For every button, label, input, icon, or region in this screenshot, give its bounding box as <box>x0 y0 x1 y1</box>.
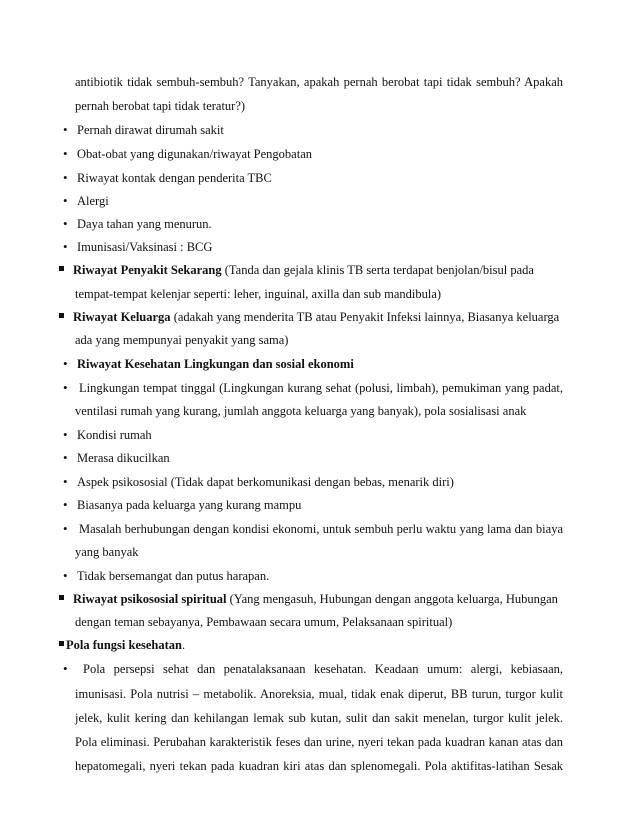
square-bullet-icon <box>59 595 64 600</box>
bullet-dot-icon: • <box>63 427 68 442</box>
text-line: antibiotik tidak sembuh-sembuh? Tanyakan, apakah pernah berobat tapi tidak sembuh? Apakah <box>75 75 563 89</box>
bullet-dot-icon: • <box>63 497 68 512</box>
list-item: Pola persepsi sehat dan penatalaksanaan kesehatan. Keadaan umum: alergi, kebiasaan, <box>83 662 563 676</box>
bullet-dot-icon: • <box>63 170 68 185</box>
bullet-dot-icon: • <box>63 239 68 254</box>
bullet-dot-icon: • <box>63 568 68 583</box>
section-punctuation: . <box>182 638 186 652</box>
text-line: yang banyak <box>75 545 139 559</box>
section-heading: Pola fungsi kesehatan <box>66 638 182 652</box>
list-item: Masalah berhubungan dengan kondisi ekonomi, untuk sembuh perlu waktu yang lama dan biaya <box>79 522 563 536</box>
bullet-dot-icon: • <box>63 216 68 231</box>
list-item: Daya tahan yang menurun. <box>77 217 212 231</box>
text-line: tempat-tempat kelenjar seperti: leher, inguinal, axilla dan sub mandibula) <box>75 287 442 301</box>
section-description: (adakah yang menderita TB atau Penyakit Infeksi lainnya, Biasanya keluarga <box>170 310 560 324</box>
list-item: Tidak bersemangat dan putus harapan. <box>77 569 270 583</box>
text-line: Pola eliminasi. Perubahan karakteristik feses dan urine, nyeri tekan pada kuadran kanan atas dan <box>75 735 563 749</box>
section-heading: Riwayat Penyakit Sekarang <box>73 263 222 277</box>
bullet-dot-icon: • <box>63 122 68 137</box>
square-bullet-icon <box>59 641 64 646</box>
square-bullet-icon <box>59 313 64 318</box>
list-item: Alergi <box>77 194 109 208</box>
bullet-dot-icon: • <box>63 146 68 161</box>
text-line: pernah berobat tapi tidak teratur?) <box>75 99 246 113</box>
square-bullet-icon <box>59 266 64 271</box>
bullet-dot-icon: • <box>63 661 68 676</box>
list-item: Lingkungan tempat tinggal (Lingkungan kurang sehat (polusi, limbah), pemukiman yang padat, <box>79 381 563 395</box>
bullet-dot-icon: • <box>63 521 68 536</box>
section-heading: Riwayat Keluarga <box>73 310 171 324</box>
text-line: imunisasi. Pola nutrisi – metabolik. Anoreksia, mual, tidak enak diperut, BB turun, turgor kulit <box>75 687 563 701</box>
text-line: hepatomegali, nyeri tekan pada kuadran kiri atas dan splenomegali. Pola aktifitas-latihan Sesak <box>75 759 563 773</box>
section-heading: Riwayat psikososial spiritual <box>73 592 227 606</box>
subsection-heading: Riwayat Kesehatan Lingkungan dan sosial ekonomi <box>77 357 354 371</box>
text-line: ada yang mempunyai penyakit yang sama) <box>75 333 289 347</box>
list-item: Riwayat kontak dengan penderita TBC <box>77 171 272 185</box>
section-line <box>73 309 559 325</box>
list-item: Obat-obat yang digunakan/riwayat Pengobatan <box>77 147 312 161</box>
bullet-dot-icon: • <box>63 450 68 465</box>
section-description: (Yang mengasuh, Hubungan dengan anggota keluarga, Hubungan <box>226 592 558 606</box>
section-description: (Tanda dan gejala klinis TB serta terdapat benjolan/bisul pada <box>221 263 534 277</box>
text-line: jelek, kulit kering dan kehilangan lemak sub kutan, sulit dan sakit menelan, turgor kulit jelek. <box>75 711 563 725</box>
list-item: Pernah dirawat dirumah sakit <box>77 123 224 137</box>
list-item: Merasa dikucilkan <box>77 451 170 465</box>
bullet-dot-icon: • <box>63 380 68 395</box>
list-item: Biasanya pada keluarga yang kurang mampu <box>77 498 302 512</box>
section-line <box>66 637 185 653</box>
bullet-dot-icon: • <box>63 474 68 489</box>
list-item: Kondisi rumah <box>77 428 152 442</box>
section-line <box>73 591 558 607</box>
list-item: Imunisasi/Vaksinasi : BCG <box>77 240 213 254</box>
text-line: ventilasi rumah yang kurang, jumlah anggota keluarga yang banyak), pola sosialisasi anak <box>75 404 527 418</box>
section-line <box>73 262 534 278</box>
list-item: Aspek psikososial (Tidak dapat berkomunikasi dengan bebas, menarik diri) <box>77 475 454 489</box>
bullet-dot-icon: • <box>63 193 68 208</box>
text-line: dengan teman sebayanya, Pembawaan secara umum, Pelaksanaan spiritual) <box>75 615 453 629</box>
bullet-dot-icon: • <box>63 356 68 371</box>
